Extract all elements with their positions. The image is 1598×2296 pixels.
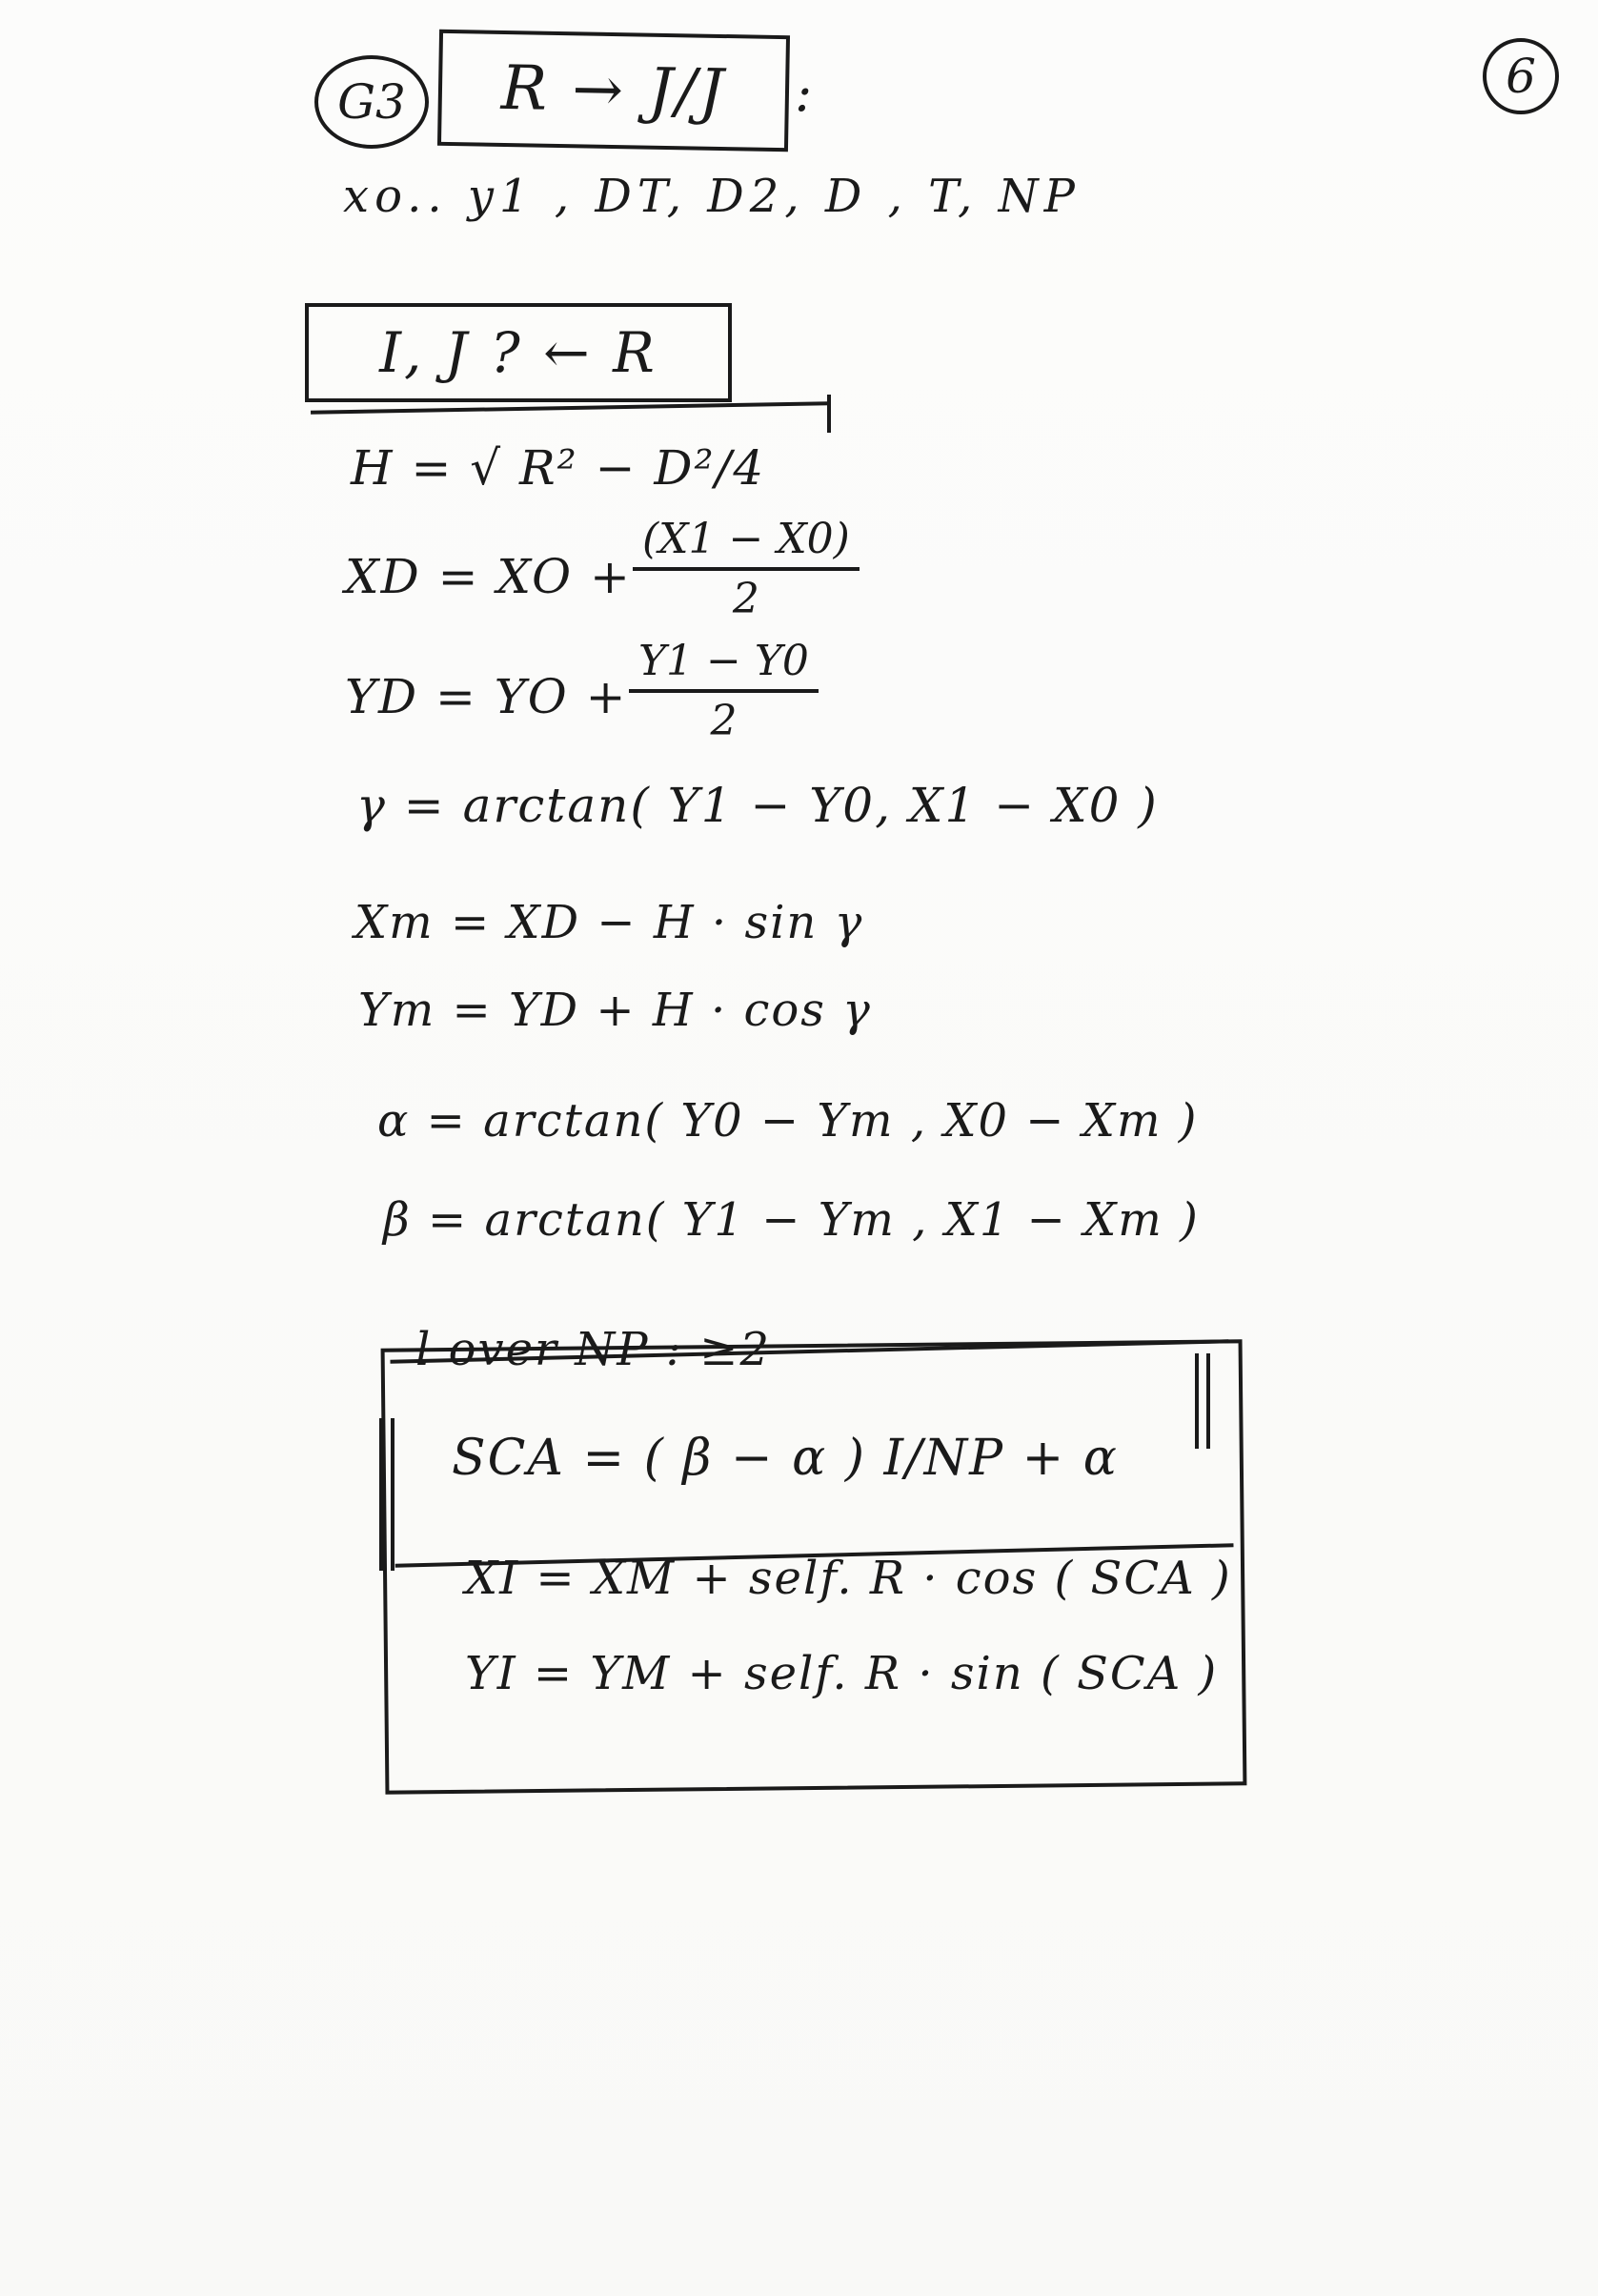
page-number-badge — [1483, 38, 1559, 114]
loop-right-rail — [1195, 1353, 1210, 1449]
formula-alpha: α = arctan( Y0 − Ym , X0 − Xm ) — [377, 1094, 1199, 1148]
formula-xm: Xm = XD − H · sin γ — [354, 896, 864, 949]
formula-gamma: γ = arctan( Y1 − Y0, X1 − X0 ) — [356, 778, 1159, 833]
section-id: G3 — [337, 74, 406, 130]
params-line: xo.. y1 , DT, D2, D , T, NP — [343, 170, 1081, 223]
page-number: 6 — [1506, 49, 1536, 104]
formula-xd-numerator: (X1 − X0) — [633, 515, 860, 571]
section-title-box — [437, 30, 790, 152]
formula-yd-numerator: Y1 − Y0 — [629, 637, 819, 693]
loop-left-rail — [379, 1418, 394, 1571]
question-text: I, J ? ← R — [379, 320, 657, 385]
formula-yd-denominator: 2 — [710, 697, 738, 745]
formula-yd-lhs: YD = YO + — [345, 669, 628, 724]
question-box — [305, 303, 732, 402]
section-title-colon: : — [795, 63, 815, 123]
loop-sca: SCA = ( β − α ) I/NP + α — [452, 1430, 1119, 1487]
section-id-badge — [314, 55, 429, 149]
formula-beta: β = arctan( Y1 − Ym , X1 − Xm ) — [383, 1193, 1200, 1247]
sqrt-overline — [311, 401, 829, 414]
loop-header: l over NP : ≥2 — [415, 1323, 771, 1376]
formula-h: H = √ R² − D²/4 — [351, 440, 766, 496]
formula-xd-lhs: XD = XO + — [345, 549, 632, 604]
loop-x1: XI = XM + self. R · cos ( SCA ) — [465, 1552, 1232, 1605]
formula-yd-fraction — [629, 637, 819, 745]
section-title: R → J/J — [500, 52, 727, 129]
sqrt-overline-tick — [827, 395, 831, 433]
formula-xd-denominator: 2 — [732, 575, 759, 623]
formula-xd-fraction — [633, 515, 860, 623]
formula-ym: Ym = YD + H · cos γ — [358, 984, 872, 1037]
loop-y1: YI = YM + self. R · sin ( SCA ) — [465, 1647, 1219, 1700]
